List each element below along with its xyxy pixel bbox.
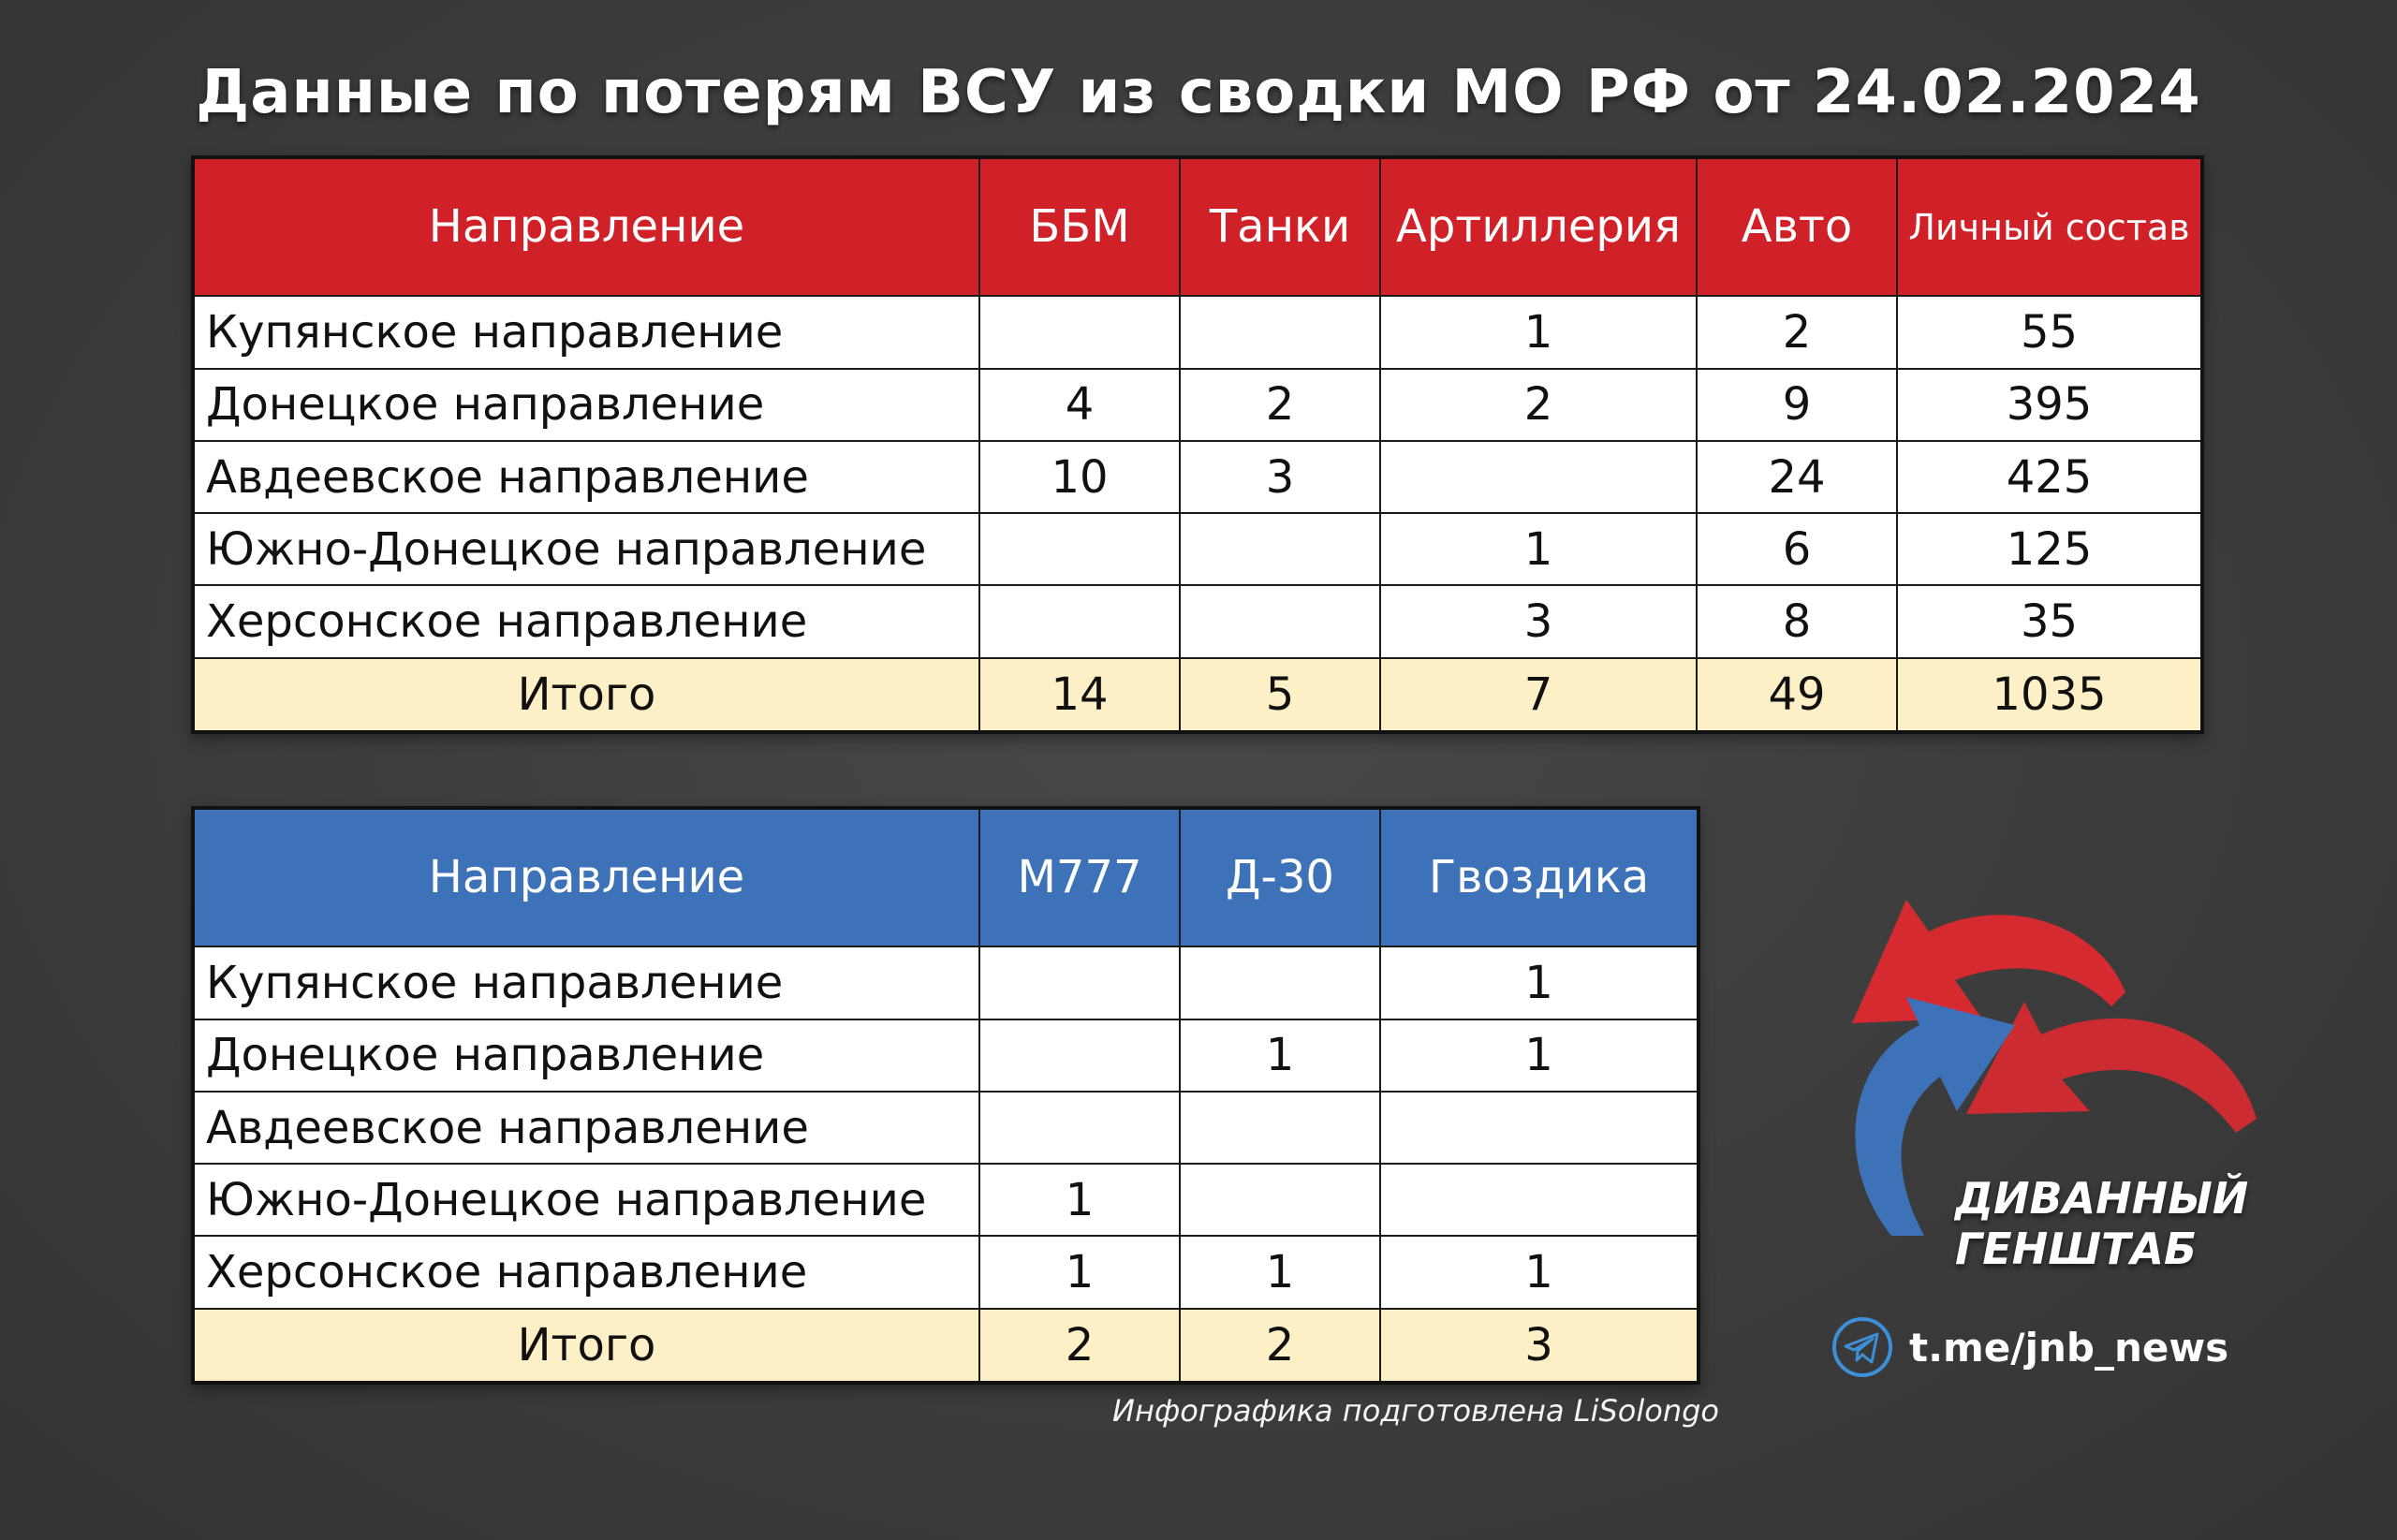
cell-value [1180,1092,1380,1164]
total-value: 3 [1380,1309,1698,1383]
total-row [193,1309,1698,1383]
cell-value: 1 [1180,1236,1380,1308]
total-value: 2 [1180,1309,1380,1383]
cell-value: 1 [1380,513,1697,585]
header-tanks: Танки [1180,157,1380,296]
cell-value [979,585,1180,657]
total-label: Итого [193,658,979,732]
total-value: 14 [979,658,1180,732]
cell-value: 1 [1380,946,1698,1019]
header-bbm: ББМ [979,157,1180,296]
equipment-losses-table [191,155,2204,734]
cell-value: 1 [1180,1019,1380,1092]
total-row [193,658,2202,732]
header-direction: Направление [193,808,979,946]
cell-value: 1 [1380,1236,1698,1308]
row-label: Купянское направление [193,296,979,368]
table-row [193,441,2202,513]
row-label: Авдеевское направление [193,441,979,513]
table-row [193,1092,1698,1164]
row-label: Донецкое направление [193,369,979,441]
table-header-row [193,157,2202,296]
cell-value [979,296,1180,368]
row-label: Южно-Донецкое направление [193,513,979,585]
cell-value: 1 [1380,296,1697,368]
channel-link[interactable] [1831,1315,2228,1379]
cell-value: 395 [1897,369,2202,441]
cell-value: 1 [979,1236,1180,1308]
cell-value: 1 [979,1164,1180,1236]
cell-value: 55 [1897,296,2202,368]
cell-value: 2 [1380,369,1697,441]
header-m777: M777 [979,808,1180,946]
total-value: 49 [1697,658,1897,732]
cell-value: 3 [1380,585,1697,657]
header-direction: Направление [193,157,979,296]
cell-value [979,1092,1180,1164]
row-label: Херсонское направление [193,585,979,657]
table-row [193,1019,1698,1092]
credit-text: Инфографика подготовлена LiSolongo [1112,1393,1719,1429]
brand-name [1955,1173,2248,1274]
cell-value [1180,296,1380,368]
cell-value: 35 [1897,585,2202,657]
total-value: 2 [979,1309,1180,1383]
cell-value [979,513,1180,585]
telegram-icon [1831,1315,1894,1379]
table-row [193,585,2202,657]
cell-value [1380,1164,1698,1236]
cell-value: 1 [1380,1019,1698,1092]
table-row [193,946,1698,1019]
cell-value: 2 [1697,296,1897,368]
header-d30: Д-30 [1180,808,1380,946]
cell-value [1180,513,1380,585]
total-value: 1035 [1897,658,2202,732]
cell-value [1180,946,1380,1019]
page-title: Данные по потерям ВСУ из сводки МО РФ от 24.02.2024 [196,58,2201,127]
row-label: Южно-Донецкое направление [193,1164,979,1236]
cell-value: 4 [979,369,1180,441]
row-label: Купянское направление [193,946,979,1019]
table-row [193,513,2202,585]
table-row [193,1236,1698,1308]
cell-value: 125 [1897,513,2202,585]
total-value: 5 [1180,658,1380,732]
cell-value: 24 [1697,441,1897,513]
cell-value: 2 [1180,369,1380,441]
table-row [193,369,2202,441]
cell-value: 6 [1697,513,1897,585]
cell-value [1180,585,1380,657]
cell-value: 9 [1697,369,1897,441]
table-row [193,1164,1698,1236]
cell-value [979,946,1180,1019]
header-personnel: Личный состав [1897,157,2202,296]
header-gvozdika: Гвоздика [1380,808,1698,946]
brand-line-2: ГЕНШТАБ [1955,1224,2198,1274]
brand-line-1: ДИВАННЫЙ [1955,1173,2249,1224]
header-auto: Авто [1697,157,1897,296]
cell-value [1380,441,1697,513]
channel-text[interactable]: t.me/jnb_news [1909,1324,2229,1371]
artillery-losses-table [191,806,1700,1385]
total-label: Итого [193,1309,979,1383]
row-label: Херсонское направление [193,1236,979,1308]
table-row [193,296,2202,368]
cell-value [979,1019,1180,1092]
cell-value [1380,1092,1698,1164]
cell-value: 425 [1897,441,2202,513]
cell-value: 8 [1697,585,1897,657]
table-header-row [193,808,1698,946]
cell-value: 3 [1180,441,1380,513]
row-label: Авдеевское направление [193,1092,979,1164]
header-artillery: Артиллерия [1380,157,1697,296]
cell-value: 10 [979,441,1180,513]
row-label: Донецкое направление [193,1019,979,1092]
cell-value [1180,1164,1380,1236]
total-value: 7 [1380,658,1697,732]
